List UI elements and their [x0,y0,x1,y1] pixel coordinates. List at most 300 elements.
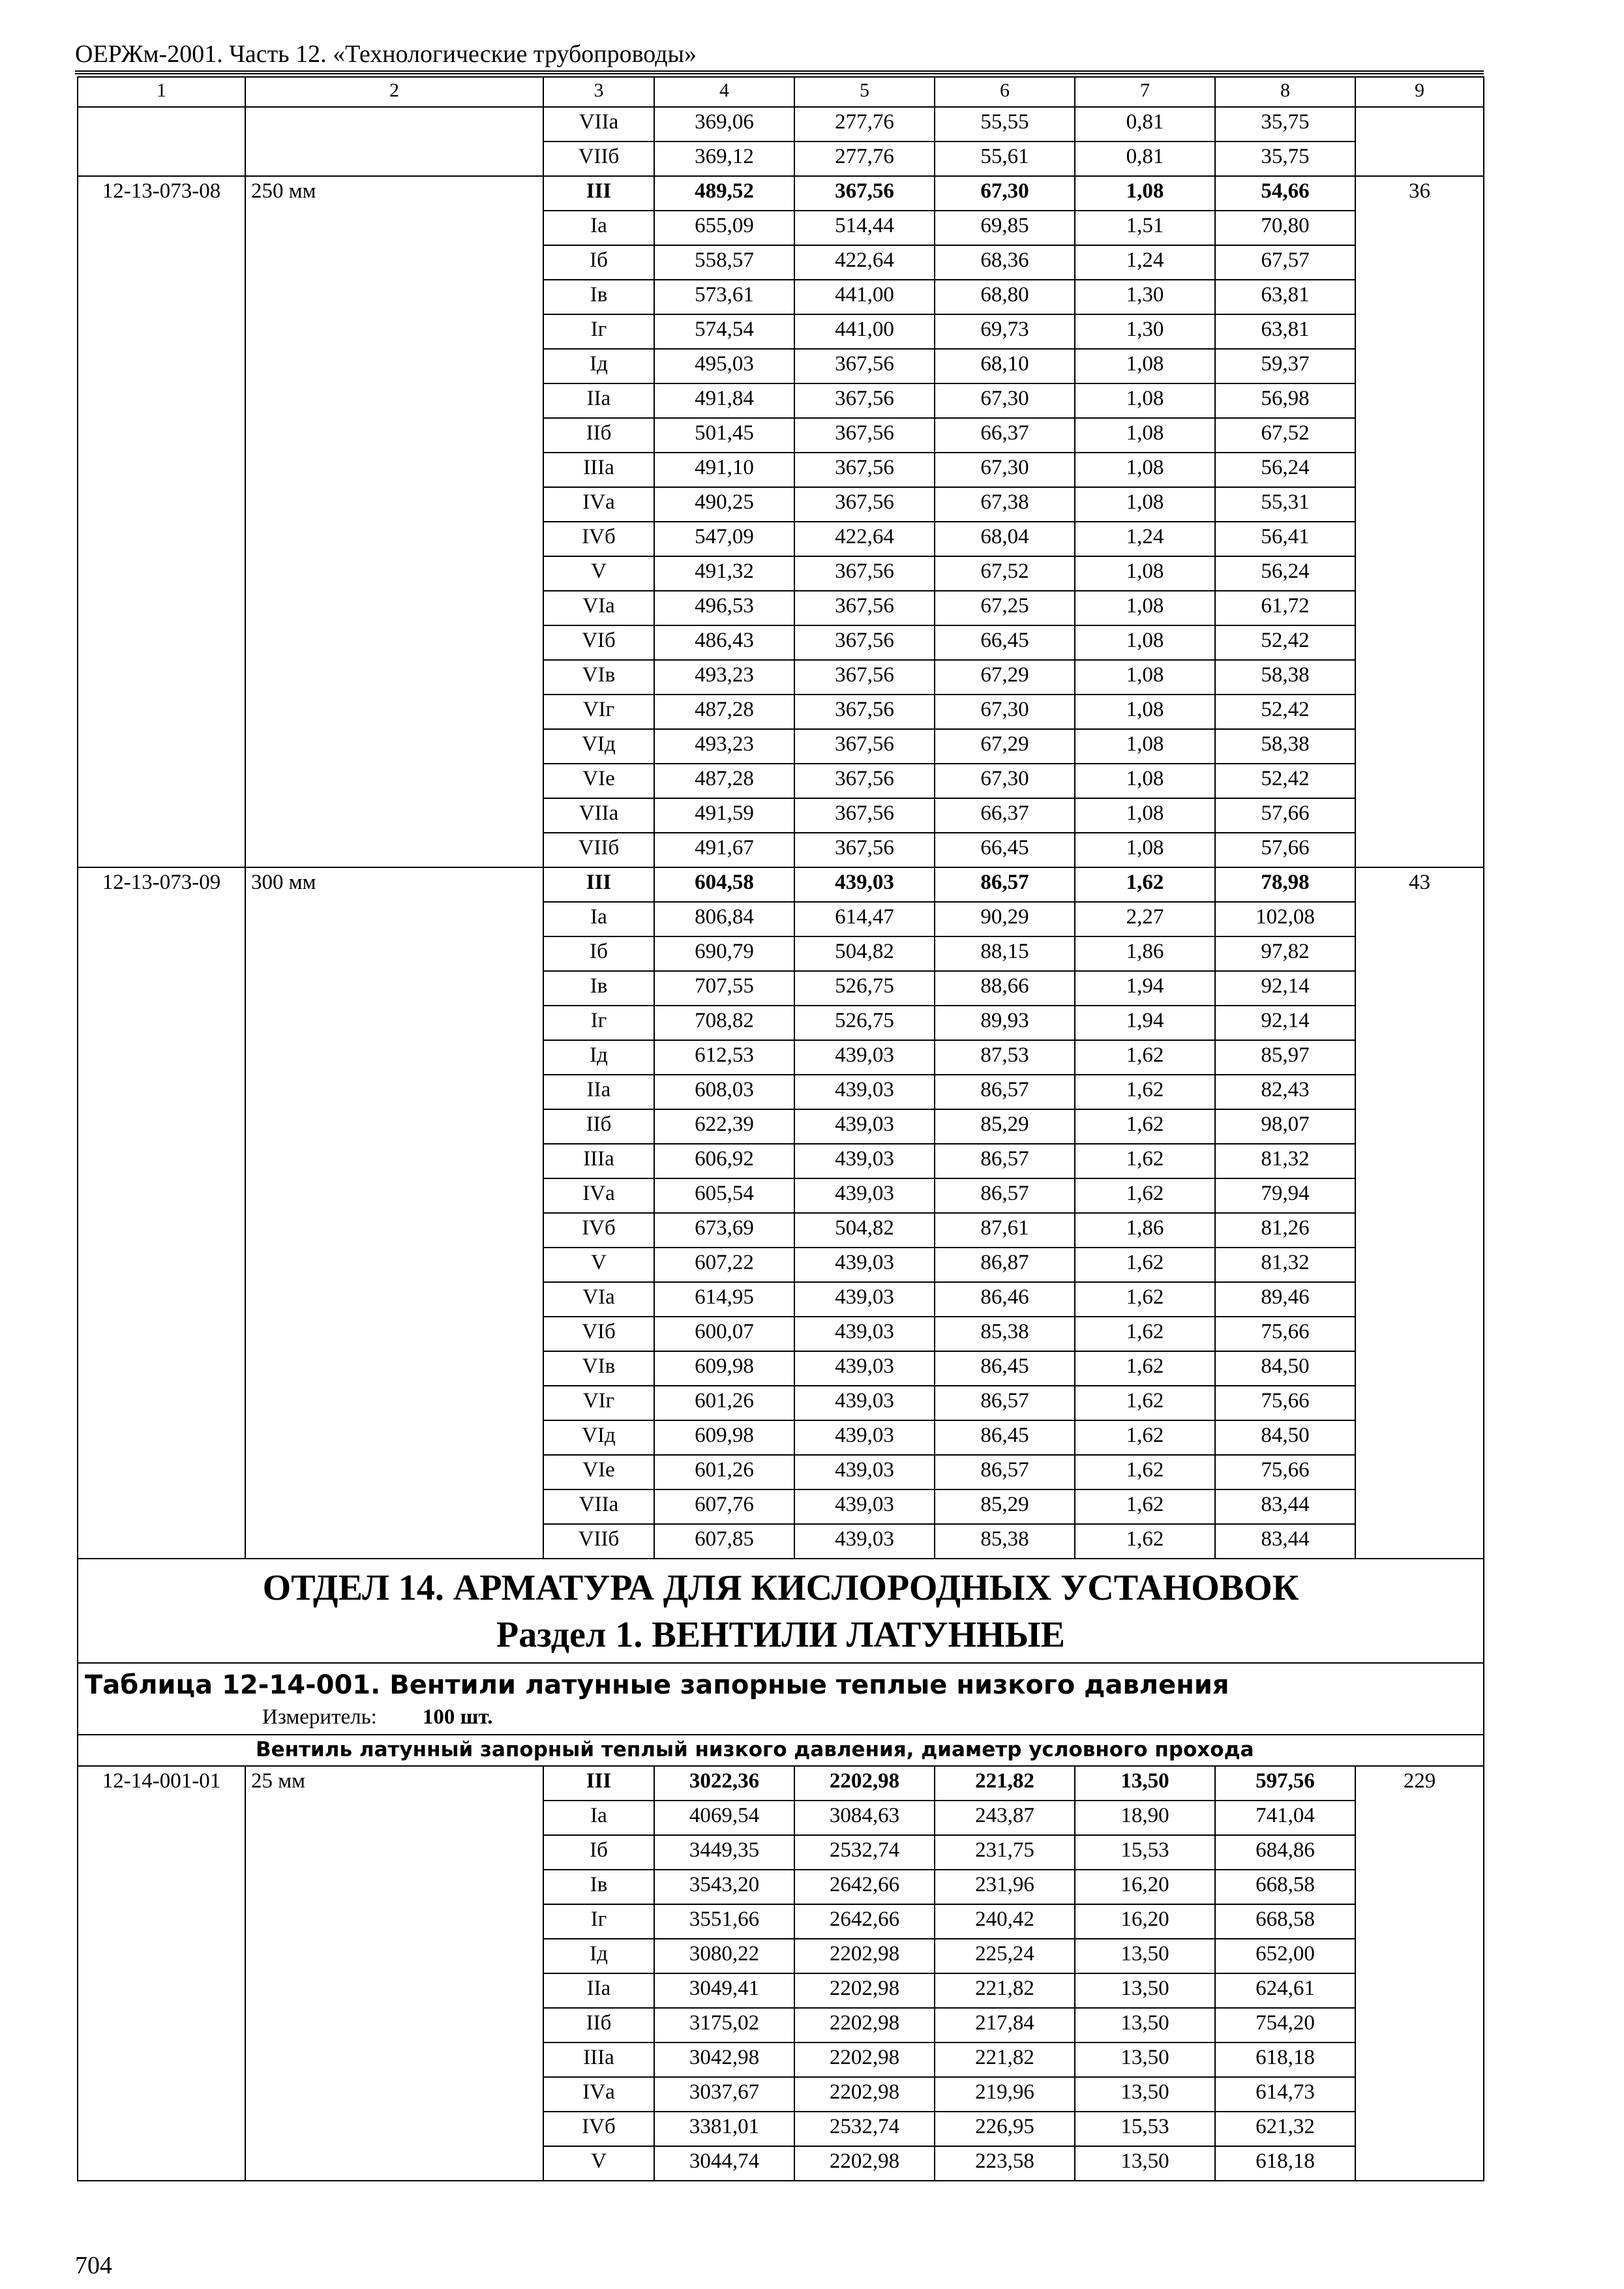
code-cell [78,1213,245,1248]
value-cell: 89,46 [1215,1282,1355,1317]
zone-cell: III [543,1766,654,1801]
value-cell: 439,03 [794,1351,935,1386]
code-cell [78,1178,245,1213]
table-row [78,625,1484,660]
diameter-cell [245,936,543,971]
value-cell: 86,45 [935,1351,1075,1386]
value-cell: 75,66 [1215,1386,1355,1420]
zone-cell: Iб [543,936,654,971]
coef-cell [1355,1178,1484,1213]
value-cell: 88,66 [935,971,1075,1006]
diameter-cell [245,833,543,867]
coef-cell [1355,418,1484,453]
value-cell: 367,56 [794,625,935,660]
table-row [78,2146,1484,2181]
zone-cell: VIIб [543,1524,654,1559]
zone-cell: VIб [543,625,654,660]
value-cell: 1,62 [1075,1489,1215,1524]
value-cell: 3449,35 [654,1835,794,1870]
table-row [78,1524,1484,1559]
column-number: 9 [1355,77,1484,107]
coef-cell [1355,1213,1484,1248]
value-cell: 223,58 [935,2146,1075,2181]
value-cell: 707,55 [654,971,794,1006]
value-cell: 35,75 [1215,107,1355,142]
value-cell: 56,24 [1215,556,1355,591]
code-cell [78,660,245,695]
value-cell: 2532,74 [794,1835,935,1870]
value-cell: 439,03 [794,1489,935,1524]
code-cell [78,936,245,971]
value-cell: 490,25 [654,487,794,522]
value-cell: 1,62 [1075,1248,1215,1282]
value-cell: 67,52 [1215,418,1355,453]
diameter-cell [245,314,543,349]
value-cell: 2202,98 [794,2008,935,2042]
diameter-cell [245,2146,543,2181]
coef-cell [1355,1282,1484,1317]
table-body-part-1 [78,77,1484,1559]
value-cell: 3044,74 [654,2146,794,2181]
value-cell: 35,75 [1215,142,1355,176]
diameter-cell [245,1973,543,2008]
value-cell: 15,53 [1075,1835,1215,1870]
value-cell: 75,66 [1215,1317,1355,1351]
diameter-cell [245,211,543,245]
column-number: 8 [1215,77,1355,107]
table-row [78,556,1484,591]
value-cell: 55,55 [935,107,1075,142]
value-cell: 58,38 [1215,729,1355,764]
table-row [78,2077,1484,2112]
zone-cell: IIа [543,1973,654,2008]
table-row [78,1766,1484,1801]
diameter-cell [245,625,543,660]
code-cell [78,1317,245,1351]
section-subtitle: Раздел 1. ВЕНТИЛИ ЛАТУННЫЕ [496,1615,1065,1655]
zone-cell: IVа [543,487,654,522]
zone-cell: VIIб [543,833,654,867]
zone-cell: VIа [543,1282,654,1317]
code-cell [78,591,245,625]
code-cell [78,383,245,418]
diameter-cell [245,280,543,314]
diameter-cell [245,1248,543,1282]
diameter-cell [245,107,543,142]
value-cell: 1,08 [1075,591,1215,625]
zone-cell: IIа [543,1075,654,1109]
value-cell: 491,59 [654,798,794,833]
table-row [78,349,1484,383]
value-cell: 67,30 [935,176,1075,211]
value-cell: 574,54 [654,314,794,349]
column-number: 7 [1075,77,1215,107]
coef-cell [1355,833,1484,867]
meter-value: 100 шт. [422,1705,493,1729]
value-cell: 231,96 [935,1870,1075,1904]
diameter-cell [245,487,543,522]
value-cell: 367,56 [794,556,935,591]
table-row [78,971,1484,1006]
code-cell [78,211,245,245]
coef-cell [1355,1489,1484,1524]
value-cell: 621,32 [1215,2112,1355,2146]
coef-cell [1355,798,1484,833]
value-cell: 15,53 [1075,2112,1215,2146]
value-cell: 1,62 [1075,1178,1215,1213]
value-cell: 57,66 [1215,798,1355,833]
value-cell: 75,66 [1215,1455,1355,1489]
value-cell: 87,53 [935,1040,1075,1075]
value-cell: 3175,02 [654,2008,794,2042]
table-row [78,314,1484,349]
value-cell: 89,93 [935,1006,1075,1040]
value-cell: 86,57 [935,1178,1075,1213]
coef-cell [1355,2042,1484,2077]
value-cell: 85,29 [935,1109,1075,1144]
table-row [78,660,1484,695]
value-cell: 1,62 [1075,1040,1215,1075]
value-cell: 690,79 [654,936,794,971]
coef-cell [1355,314,1484,349]
value-cell: 708,82 [654,1006,794,1040]
value-cell: 1,62 [1075,1317,1215,1351]
coef-cell [1355,2146,1484,2181]
coef-cell [1355,522,1484,556]
value-cell: 1,08 [1075,625,1215,660]
value-cell: 68,36 [935,245,1075,280]
code-cell [78,1870,245,1904]
diameter-cell [245,349,543,383]
value-cell: 2202,98 [794,1973,935,2008]
code-cell [78,833,245,867]
value-cell: 612,53 [654,1040,794,1075]
table-body-part-2 [78,1766,1484,2181]
column-number: 2 [245,77,543,107]
value-cell: 13,50 [1075,2008,1215,2042]
table-row [78,522,1484,556]
column-number: 4 [654,77,794,107]
table-row [78,1144,1484,1178]
code-cell [78,556,245,591]
value-cell: 652,00 [1215,1939,1355,1973]
value-cell: 84,50 [1215,1420,1355,1455]
column-number: 3 [543,77,654,107]
table-row [78,107,1484,142]
value-cell: 97,82 [1215,936,1355,971]
code-cell [78,453,245,487]
code-cell [78,1489,245,1524]
value-cell: 0,81 [1075,107,1215,142]
coef-cell [1355,453,1484,487]
section-heading-block [78,1559,1484,1766]
value-cell: 1,62 [1075,1144,1215,1178]
code-cell [78,625,245,660]
zone-cell: VIIа [543,107,654,142]
value-cell: 88,15 [935,936,1075,971]
code-cell [78,107,245,142]
table-row [78,1178,1484,1213]
value-cell: 78,98 [1215,867,1355,902]
value-cell: 1,51 [1075,211,1215,245]
code-cell [78,971,245,1006]
coef-cell [1355,1386,1484,1420]
value-cell: 1,62 [1075,867,1215,902]
value-cell: 67,25 [935,591,1075,625]
value-cell: 367,56 [794,383,935,418]
coef-cell [1355,1455,1484,1489]
code-cell [78,1109,245,1144]
value-cell: 92,14 [1215,971,1355,1006]
zone-cell: Iг [543,1904,654,1939]
table-row [78,1040,1484,1075]
page-number: 704 [75,2252,112,2279]
zone-cell: V [543,2146,654,2181]
table-row [78,487,1484,522]
code-cell [78,1524,245,1559]
code-cell [78,1420,245,1455]
value-cell: 2,27 [1075,902,1215,936]
value-cell: 86,87 [935,1248,1075,1282]
coef-cell [1355,1420,1484,1455]
value-cell: 13,50 [1075,2077,1215,2112]
value-cell: 806,84 [654,902,794,936]
value-cell: 2202,98 [794,2042,935,2077]
table-row [78,1835,1484,1870]
value-cell: 13,50 [1075,1766,1215,1801]
value-cell: 601,26 [654,1386,794,1420]
value-cell: 1,08 [1075,660,1215,695]
value-cell: 67,30 [935,383,1075,418]
coef-cell [1355,1248,1484,1282]
value-cell: 607,85 [654,1524,794,1559]
value-cell: 85,38 [935,1524,1075,1559]
code-cell [78,764,245,798]
value-cell: 13,50 [1075,1939,1215,1973]
diameter-cell [245,1524,543,1559]
coef-cell [1355,764,1484,798]
value-cell: 441,00 [794,280,935,314]
value-cell: 618,18 [1215,2042,1355,2077]
table-row [78,2042,1484,2077]
value-cell: 439,03 [794,867,935,902]
value-cell: 486,43 [654,625,794,660]
coef-cell [1355,1904,1484,1939]
diameter-cell [245,245,543,280]
table-row [78,1213,1484,1248]
code-cell [78,2077,245,2112]
table-row [78,418,1484,453]
value-cell: 1,30 [1075,280,1215,314]
coef-cell [1355,142,1484,176]
value-cell: 225,24 [935,1939,1075,1973]
value-cell: 624,61 [1215,1973,1355,2008]
coef-cell [1355,1801,1484,1835]
value-cell: 68,80 [935,280,1075,314]
coef-cell [1355,695,1484,729]
value-cell: 1,08 [1075,487,1215,522]
zone-cell: Iд [543,1939,654,1973]
code-cell [78,1144,245,1178]
value-cell: 16,20 [1075,1904,1215,1939]
diameter-cell [245,695,543,729]
table-title: Таблица 12-14-001. Вентили латунные запорные теплые низкого давления [85,1670,1229,1700]
table-row [78,695,1484,729]
diameter-cell [245,1489,543,1524]
diameter-cell [245,1939,543,1973]
table-row [78,1870,1484,1904]
value-cell: 4069,54 [654,1801,794,1835]
zone-cell: Iб [543,1835,654,1870]
value-cell: 70,80 [1215,211,1355,245]
value-cell: 367,56 [794,833,935,867]
coef-cell [1355,660,1484,695]
value-cell: 86,57 [935,1455,1075,1489]
diameter-cell: 25 мм [245,1766,543,1801]
value-cell: 67,30 [935,695,1075,729]
code-cell [78,314,245,349]
value-cell: 63,81 [1215,280,1355,314]
value-cell: 85,97 [1215,1040,1355,1075]
code-cell [78,1386,245,1420]
value-cell: 439,03 [794,1040,935,1075]
code-cell [78,1040,245,1075]
diameter-cell [245,522,543,556]
value-cell: 1,08 [1075,556,1215,591]
coef-cell [1355,971,1484,1006]
diameter-cell [245,1835,543,1870]
value-cell: 66,37 [935,798,1075,833]
value-cell: 86,57 [935,867,1075,902]
value-cell: 1,62 [1075,1455,1215,1489]
value-cell: 439,03 [794,1420,935,1455]
coef-cell [1355,729,1484,764]
table-row [78,1282,1484,1317]
coef-cell [1355,2112,1484,2146]
value-cell: 491,10 [654,453,794,487]
value-cell: 668,58 [1215,1904,1355,1939]
value-cell: 277,76 [794,107,935,142]
diameter-cell [245,142,543,176]
value-cell: 3080,22 [654,1939,794,1973]
value-cell: 655,09 [654,211,794,245]
code-cell [78,349,245,383]
value-cell: 81,32 [1215,1144,1355,1178]
code-cell [78,1282,245,1317]
code-cell [78,487,245,522]
value-cell: 79,94 [1215,1178,1355,1213]
zone-cell: VIв [543,1351,654,1386]
value-cell: 439,03 [794,1455,935,1489]
value-cell: 85,38 [935,1317,1075,1351]
value-cell: 3084,63 [794,1801,935,1835]
zone-cell: VIг [543,1386,654,1420]
value-cell: 1,62 [1075,1351,1215,1386]
zone-cell: Iа [543,1801,654,1835]
value-cell: 219,96 [935,2077,1075,2112]
value-cell: 600,07 [654,1317,794,1351]
value-cell: 86,57 [935,1386,1075,1420]
zone-cell: Iд [543,1040,654,1075]
value-cell: 87,61 [935,1213,1075,1248]
section-heading [78,1559,1484,1663]
table-row [78,591,1484,625]
value-cell: 367,56 [794,349,935,383]
zone-cell: III [543,176,654,211]
zone-cell: IIIа [543,2042,654,2077]
diameter-cell [245,902,543,936]
value-cell: 547,09 [654,522,794,556]
diameter-cell [245,1213,543,1248]
table-row [78,245,1484,280]
value-cell: 277,76 [794,142,935,176]
value-cell: 2202,98 [794,2077,935,2112]
value-cell: 86,57 [935,1075,1075,1109]
value-cell: 221,82 [935,2042,1075,2077]
table-row [78,1939,1484,1973]
diameter-cell [245,1904,543,1939]
zone-cell: IIб [543,2008,654,2042]
value-cell: 493,23 [654,729,794,764]
value-cell: 1,86 [1075,936,1215,971]
value-cell: 439,03 [794,1386,935,1420]
zone-cell: IVб [543,1213,654,1248]
diameter-cell [245,383,543,418]
coef-cell [1355,1144,1484,1178]
zone-cell: VIе [543,764,654,798]
value-cell: 67,29 [935,660,1075,695]
value-cell: 67,38 [935,487,1075,522]
value-cell: 86,57 [935,1144,1075,1178]
zone-cell: VIд [543,729,654,764]
value-cell: 489,52 [654,176,794,211]
value-cell: 504,82 [794,936,935,971]
diameter-cell [245,798,543,833]
zone-cell: VIIа [543,1489,654,1524]
coef-cell [1355,1006,1484,1040]
value-cell: 56,98 [1215,383,1355,418]
value-cell: 61,72 [1215,591,1355,625]
value-cell: 601,26 [654,1455,794,1489]
code-cell [78,729,245,764]
value-cell: 1,94 [1075,1006,1215,1040]
value-cell: 3551,66 [654,1904,794,1939]
value-cell: 1,24 [1075,522,1215,556]
value-cell: 3037,67 [654,2077,794,2112]
code-cell [78,2042,245,2077]
value-cell: 754,20 [1215,2008,1355,2042]
value-cell: 491,84 [654,383,794,418]
value-cell: 69,85 [935,211,1075,245]
value-cell: 86,46 [935,1282,1075,1317]
value-cell: 243,87 [935,1801,1075,1835]
value-cell: 56,24 [1215,453,1355,487]
value-cell: 66,45 [935,833,1075,867]
value-cell: 526,75 [794,971,935,1006]
value-cell: 597,56 [1215,1766,1355,1801]
value-cell: 491,32 [654,556,794,591]
value-cell: 98,07 [1215,1109,1355,1144]
value-cell: 573,61 [654,280,794,314]
value-cell: 1,62 [1075,1524,1215,1559]
value-cell: 68,04 [935,522,1075,556]
value-cell: 439,03 [794,1282,935,1317]
code-cell [78,1904,245,1939]
value-cell: 67,30 [935,453,1075,487]
table-row [78,729,1484,764]
diameter-cell [245,1144,543,1178]
diameter-cell [245,1282,543,1317]
